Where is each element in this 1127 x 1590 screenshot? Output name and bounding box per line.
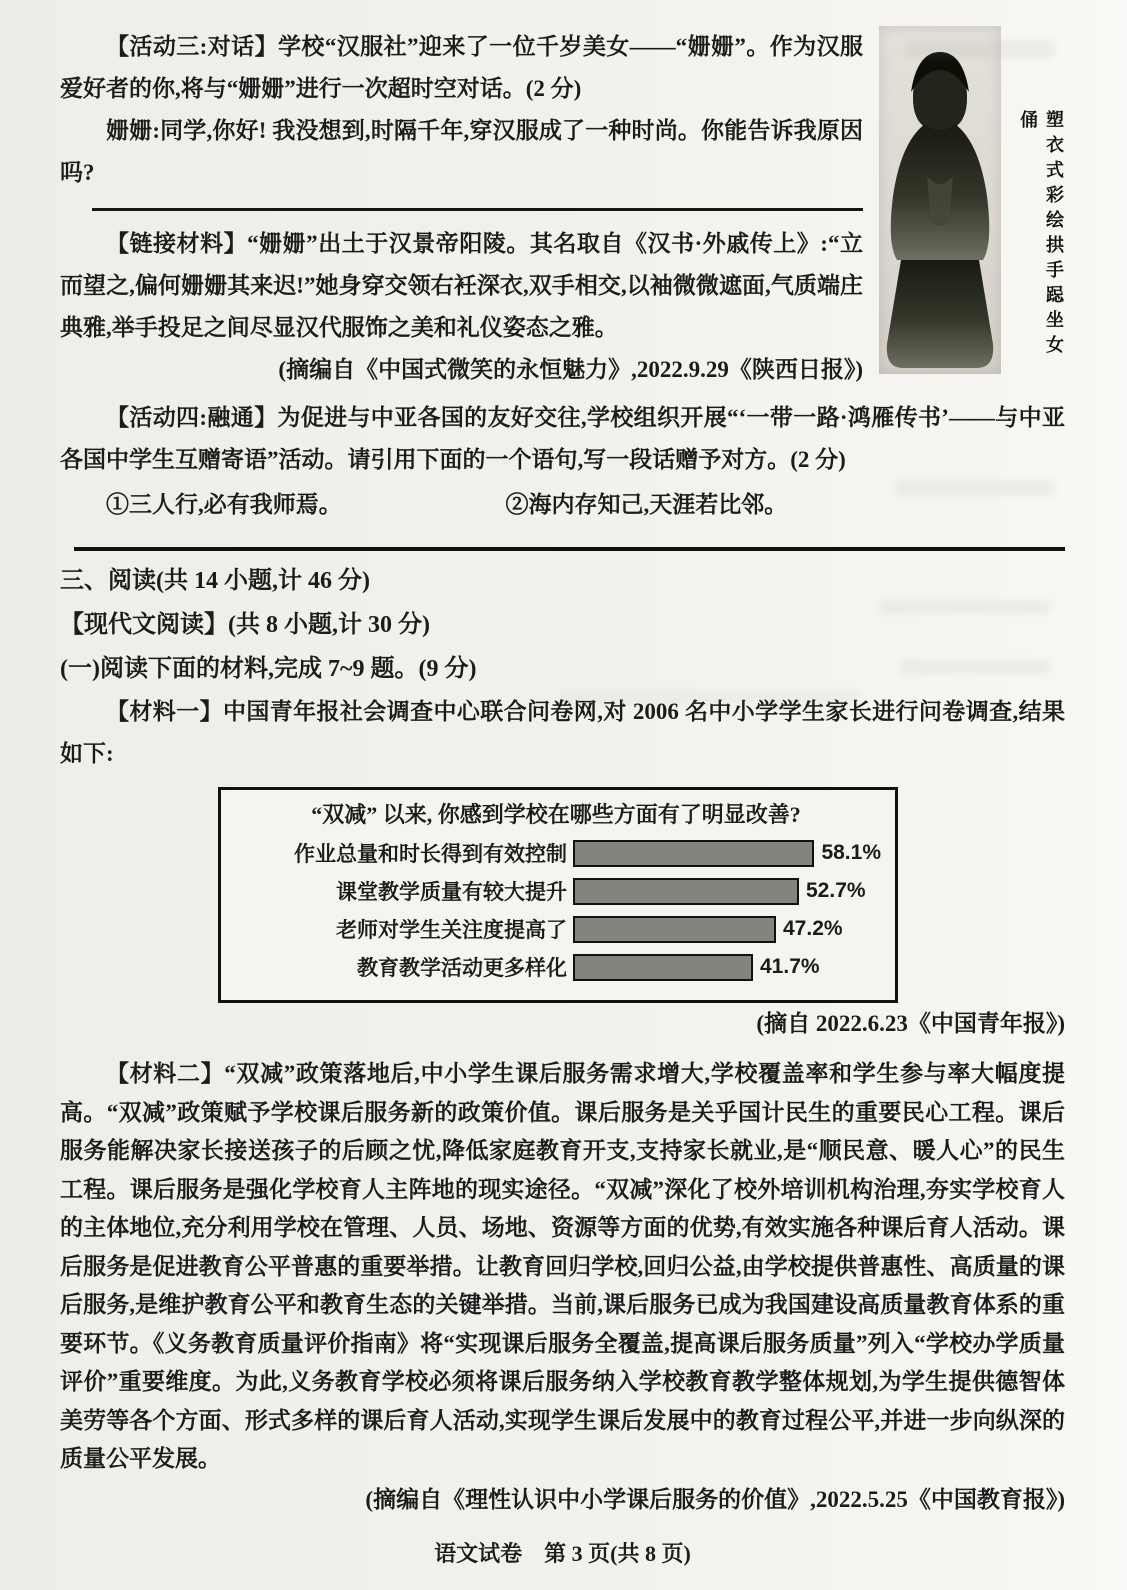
activity4-option-1: ①三人行,必有我师焉。	[106, 492, 342, 517]
chart-bar-row	[231, 834, 881, 872]
activity4-paragraph: 【活动四:融通】为促进与中亚各国的友好交往,学校组织开展“‘一带一路·鸿雁传书’——与中亚各国中学生互赠寄语”活动。请引用下面的一个语句,写一段话赠予对方。(2 分)	[60, 405, 1065, 472]
chart-bar-row	[231, 910, 881, 948]
modern-reading-title: 【现代文阅读】(共 8 小题,计 30 分)	[60, 612, 430, 638]
figurine-figure	[879, 26, 1065, 378]
chart-bar-value: 41.7%	[760, 955, 820, 978]
chart-credit: (摘自 2022.6.23《中国青年报》)	[756, 1011, 1065, 1036]
page-footer: 语文试卷 第 3 页(共 8 页)	[434, 1540, 691, 1566]
scan-bleed-smudge	[895, 480, 1055, 496]
activity4-option-2: ②海内存知己,天涯若比邻。	[505, 492, 788, 517]
chart-bar-value: 47.2%	[783, 917, 843, 940]
section-divider-rule	[74, 547, 1065, 551]
chart-bar	[573, 878, 799, 905]
chart-bar-label: 老师对学生关注度提高了	[336, 918, 567, 942]
scan-bleed-smudge	[900, 660, 1050, 674]
activity3-paragraph-2: 姗姗:同学,你好! 我没想到,时隔千年,穿汉服成了一种时尚。你能告诉我原因吗?	[60, 118, 863, 185]
link-material-paragraph: 【链接材料】“姗姗”出土于汉景帝阳陵。其名取自《汉书·外戚传上》:“立而望之,偏何姗姗其来迟!”她身穿交领右衽深衣,双手相交,以袖微微遮面,气质端庄典雅,举手投足之间尽显汉代服饰之美和礼仪姿态之雅。	[60, 231, 863, 340]
figurine-silhouette-image	[879, 26, 1001, 374]
chart-bar-row	[231, 948, 881, 986]
link-material-credit: (摘编自《中国式微笑的永恒魅力》,2022.9.29《陕西日报》)	[278, 357, 863, 382]
material1-paragraph: 【材料一】中国青年报社会调查中心联合问卷网,对 2006 名中小学学生家长进行问卷调查,结果如下:	[60, 699, 1065, 766]
chart-bar-label: 课堂教学质量有较大提升	[336, 880, 567, 904]
scan-bleed-smudge	[560, 690, 860, 704]
activity3-paragraph-1: 【活动三:对话】学校“汉服社”迎来了一位千岁美女——“姗姗”。作为汉服爱好者的你,将与“姗姗”进行一次超时空对话。(2 分)	[60, 34, 863, 101]
reading-section-title: 三、阅读(共 14 小题,计 46 分)	[60, 568, 370, 594]
chart-bar-label: 作业总量和时长得到有效控制	[294, 842, 567, 866]
scan-bleed-smudge	[905, 40, 1055, 58]
part-one-title: (一)阅读下面的材料,完成 7~9 题。(9 分)	[60, 656, 477, 682]
chart-rows	[231, 834, 881, 986]
chart-bar-value: 52.7%	[806, 879, 866, 902]
chart-bar	[573, 840, 814, 867]
material2-paragraph: 【材料二】“双减”政策落地后,中小学生课后服务需求增大,学校覆盖率和学生参与率大幅度提高。“双减”政策赋予学校课后服务新的政策价值。课后服务是关乎国计民生的重要民心工程。课后服务能解决家长接送孩子的后顾之忧,降低家庭教育开支,支持家长就业,是“顺民意、暖人心”的民生工程。课后服务是强化学校育人主阵地的现实途径。“双减”深化了校外培训机构治理,夯实学校育人的主体地位,充分利用学校在管理、人员、场地、资源等方面的优势,有效实施各种课后育人活动。课后服务是促进教育公平普惠的重要举措。让教育回归学校,回归公益,由学校提供普惠性、高质量的课后服务,是维护教育公平和教育生态的关键举措。当前,课后服务已成为我国建设高质量教育体系的重要环节。《义务教育质量评价指南》将“实现课后服务全覆盖,提高课后服务质量”列入“学校办学质量评价”重要维度。为此,义务教育学校必须将课后服务纳入学校教育教学整体规划,为学生提供德智体美劳等各个方面、形式多样的课后育人活动,实现学生课后发展中的教育过程公平,并进一步向纵深的质量公平发展。	[60, 1061, 1066, 1471]
chart-title: “双减” 以来, 你感到学校在哪些方面有了明显改善?	[311, 802, 801, 827]
chart-bar-label: 教育教学活动更多样化	[357, 956, 567, 980]
section-divider-rule	[92, 208, 863, 211]
figurine-caption: 塑衣式彩绘拱手跽坐女俑	[1018, 110, 1064, 360]
chart-bar	[573, 954, 753, 981]
scan-bleed-smudge	[880, 600, 1050, 614]
survey-bar-chart	[218, 787, 898, 1003]
chart-bar-row	[231, 872, 881, 910]
figurine-photo	[879, 26, 1001, 374]
chart-bar	[573, 916, 776, 943]
material2-credit: (摘编自《理性认识中小学课后服务的价值》,2022.5.25《中国教育报》)	[365, 1486, 1065, 1512]
chart-bar-value: 58.1%	[821, 841, 881, 864]
